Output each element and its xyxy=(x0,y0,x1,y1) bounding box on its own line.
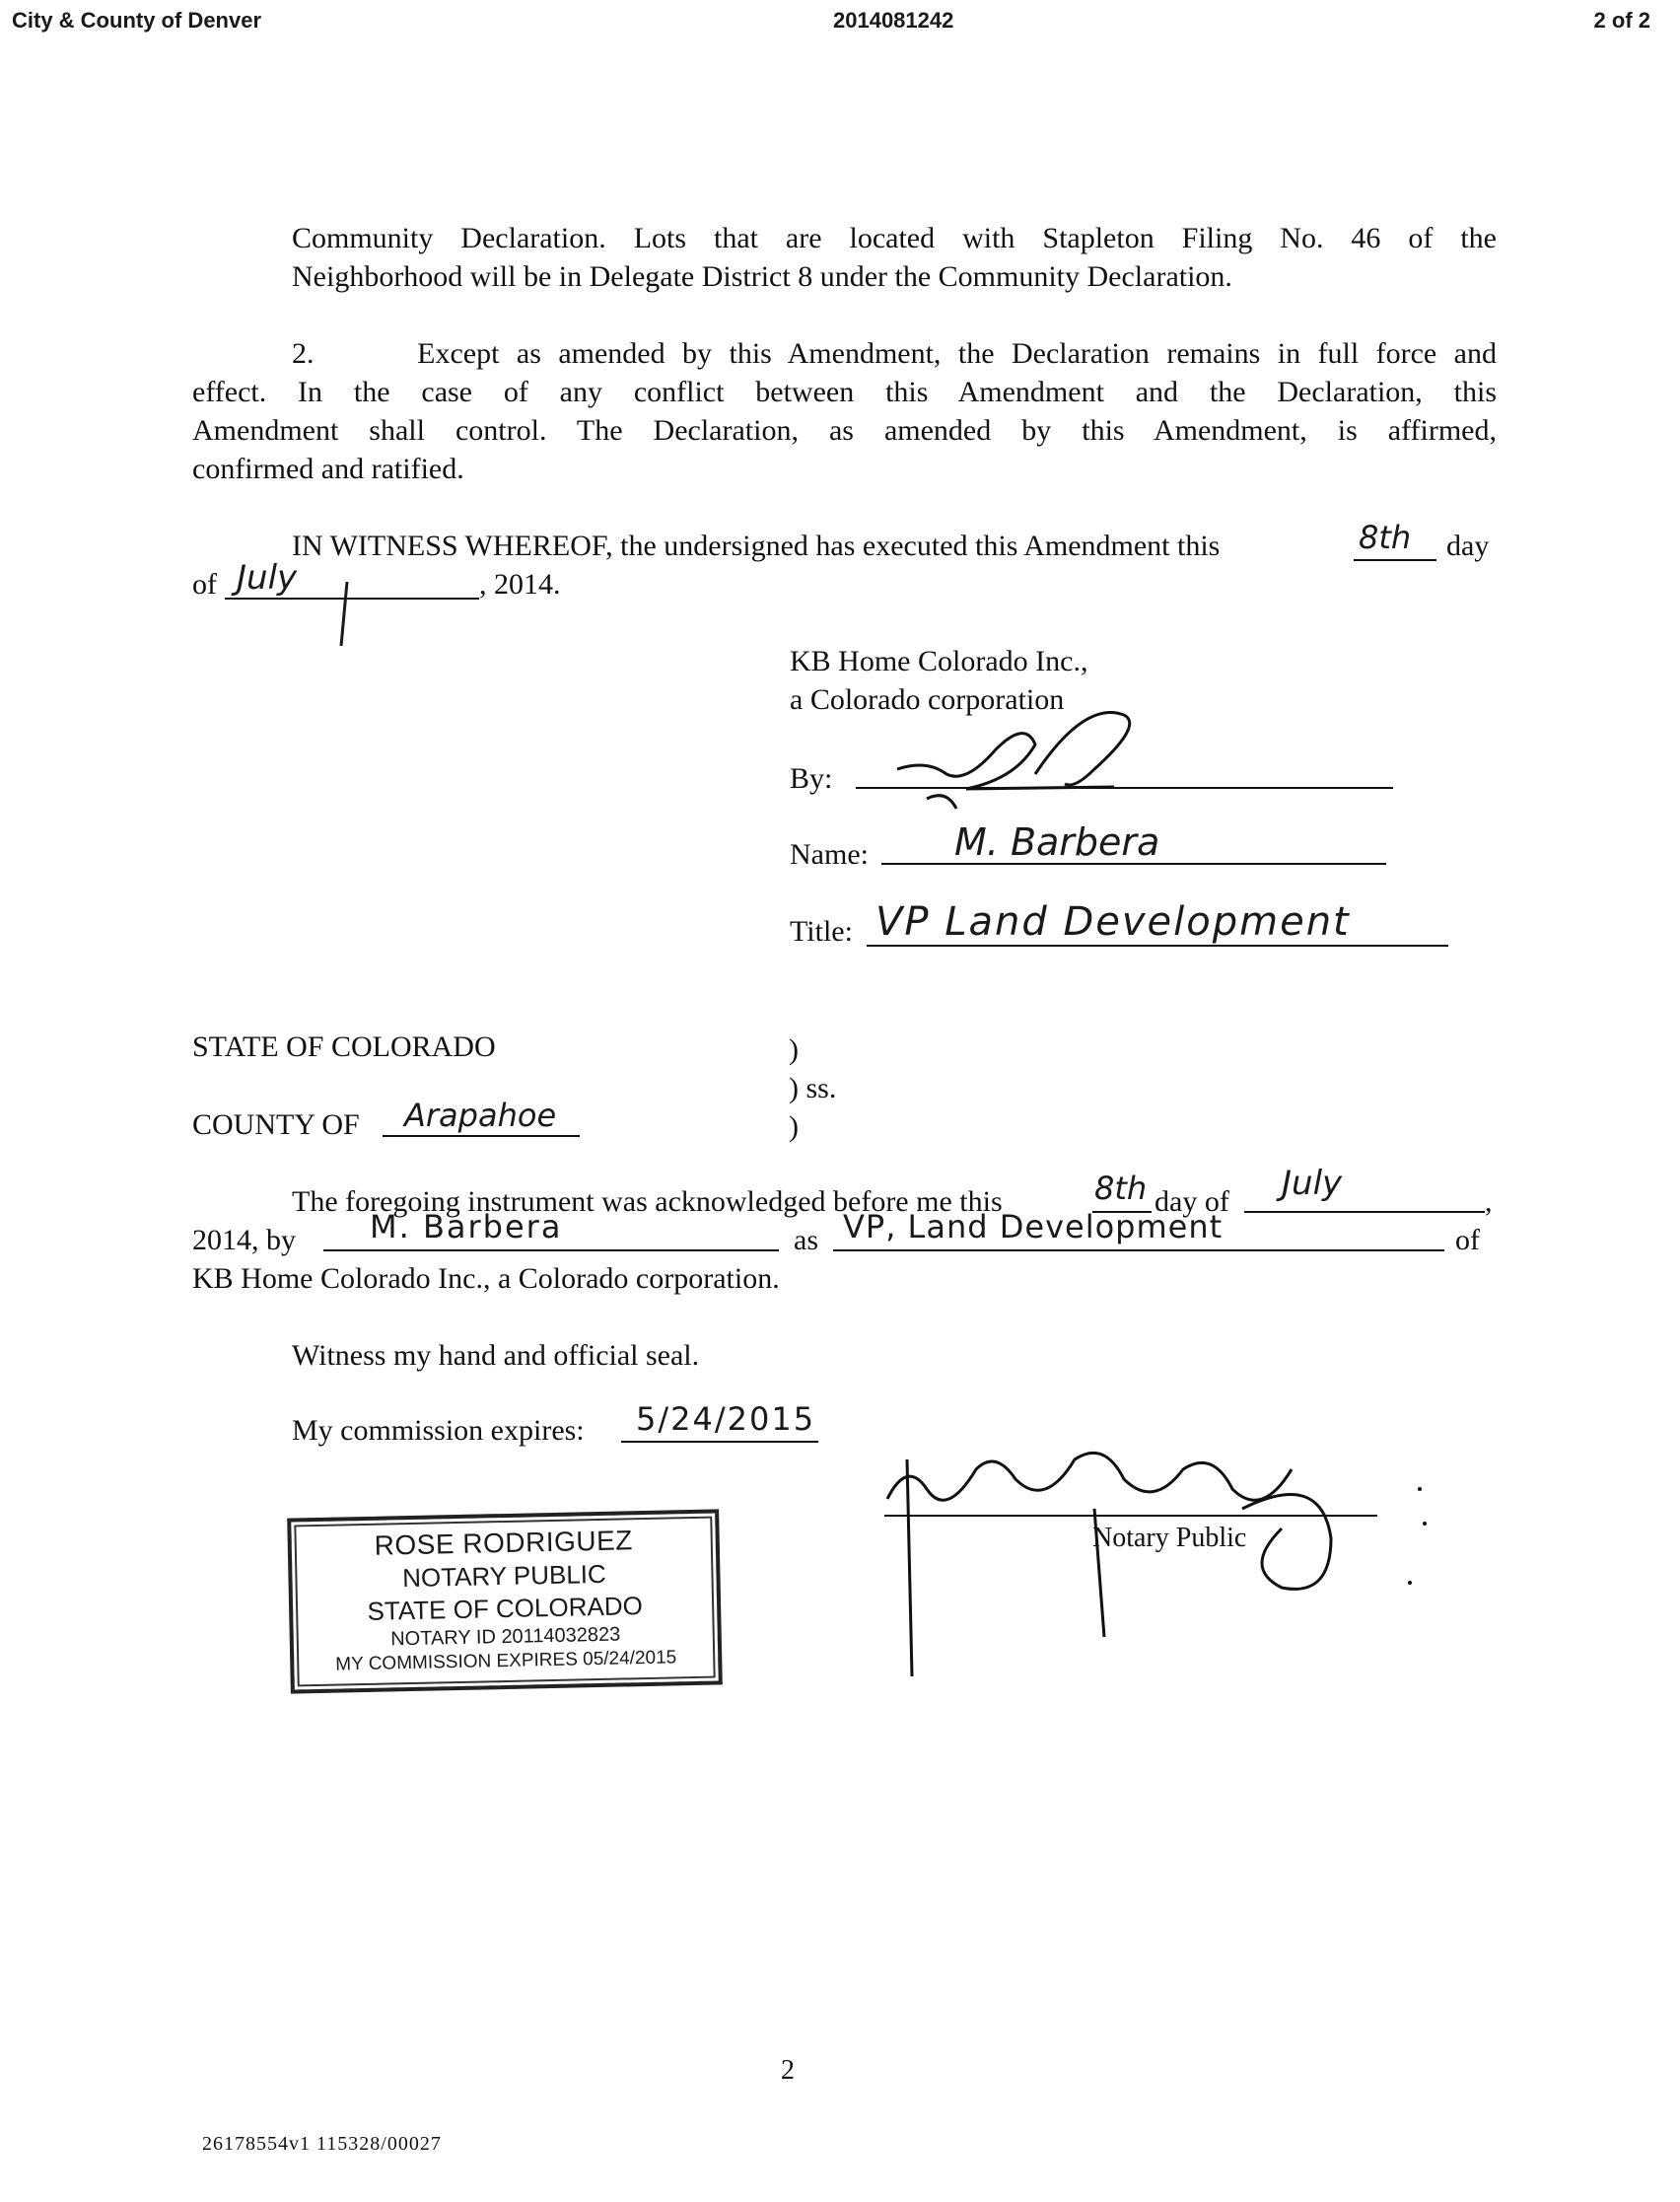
venue-county-line xyxy=(383,1135,580,1137)
ack-of-word: of xyxy=(1455,1224,1480,1256)
header-right: 2 of 2 xyxy=(1593,8,1650,33)
ack-by-line xyxy=(323,1249,779,1251)
venue-paren3: ) xyxy=(789,1110,799,1143)
witness-line1-text: IN WITNESS WHEREOF, the undersigned has executed this Amendment this xyxy=(292,530,1221,562)
header-center: 2014081242 xyxy=(833,8,954,33)
by-label: By: xyxy=(790,762,833,795)
commission-label: My commission expires: xyxy=(292,1414,585,1447)
witness-month-handwritten: July xyxy=(237,558,298,598)
witness-hand-text: Witness my hand and official seal. xyxy=(292,1339,700,1372)
venue-county-handwritten: Arapahoe xyxy=(404,1097,557,1134)
ack-by-handwritten: M. Barbera xyxy=(370,1208,563,1245)
para-continuation-line2: Neighborhood will be in Delegate District 8 under the Community Declaration. xyxy=(292,260,1232,293)
commission-line xyxy=(621,1441,818,1443)
by-signature xyxy=(887,690,1203,818)
ack-day-handwritten: 8th xyxy=(1094,1170,1148,1207)
page-number: 2 xyxy=(781,2055,795,2086)
ack-comma: , xyxy=(1485,1185,1493,1218)
venue-paren2: ) ss. xyxy=(789,1072,837,1104)
ack-day-of: day of xyxy=(1155,1185,1229,1218)
venue-paren1: ) xyxy=(789,1033,799,1066)
footer-doc-id: 26178554v1 115328/00027 xyxy=(202,2133,442,2155)
witness-of-word: of xyxy=(192,568,217,601)
name-label: Name: xyxy=(790,838,869,871)
commission-handwritten: 5/24/2015 xyxy=(636,1400,816,1438)
witness-day-word: day xyxy=(1446,530,1490,562)
stamp-title: NOTARY PUBLIC xyxy=(401,1558,607,1594)
witness-day-handwritten: 8th xyxy=(1359,519,1412,556)
para-continuation-line1: Community Declaration. Lots that are located with Stapleton Filing No. 46 of the xyxy=(292,222,1497,254)
notary-stamp xyxy=(287,1509,723,1693)
stamp-expires: MY COMMISSION EXPIRES 05/24/2015 xyxy=(335,1647,677,1675)
venue-county-label: COUNTY OF xyxy=(192,1108,360,1141)
signatory-company: KB Home Colorado Inc., xyxy=(790,645,1088,677)
title-handwritten: VP Land Development xyxy=(875,899,1351,945)
header-left: City & County of Denver xyxy=(12,8,262,33)
ack-line1-text: The foregoing instrument was acknowledged before me this xyxy=(292,1185,1003,1218)
signatory-type: a Colorado corporation xyxy=(790,683,1065,716)
ack-line3: KB Home Colorado Inc., a Colorado corporation. xyxy=(192,1262,780,1295)
ack-month-handwritten: July xyxy=(1282,1164,1343,1203)
name-handwritten: M. Barbera xyxy=(954,820,1160,864)
para2-line4: confirmed and ratified. xyxy=(192,453,464,485)
para2-line1: 2. Except as amended by this Amendment, the Declaration remains in full force and xyxy=(292,337,1497,370)
ack-line2-year: 2014, by xyxy=(192,1224,296,1256)
notary-public-label: Notary Public xyxy=(1092,1523,1247,1553)
title-label: Title: xyxy=(790,915,853,948)
stamp-state: STATE OF COLORADO xyxy=(367,1591,644,1626)
notary-signature xyxy=(868,1430,1479,1686)
stamp-id: NOTARY ID 20114032823 xyxy=(389,1623,621,1651)
ack-as-word: as xyxy=(794,1224,818,1256)
ack-as-line xyxy=(833,1249,1444,1251)
witness-day-line xyxy=(1354,559,1436,561)
ack-month-line xyxy=(1244,1211,1485,1213)
para2-line2: effect. In the case of any conflict between this Amendment and the Declaration, this xyxy=(192,376,1497,408)
para2-line3: Amendment shall control. The Declaration, as amended by this Amendment, is affirmed, xyxy=(192,414,1497,447)
month-flourish-stroke xyxy=(337,582,357,651)
title-line xyxy=(867,945,1448,947)
stamp-name: ROSE RODRIGUEZ xyxy=(374,1525,634,1561)
witness-year: , 2014. xyxy=(479,568,561,601)
ack-as-handwritten: VP, Land Development xyxy=(843,1208,1224,1245)
venue-state: STATE OF COLORADO xyxy=(192,1030,496,1063)
